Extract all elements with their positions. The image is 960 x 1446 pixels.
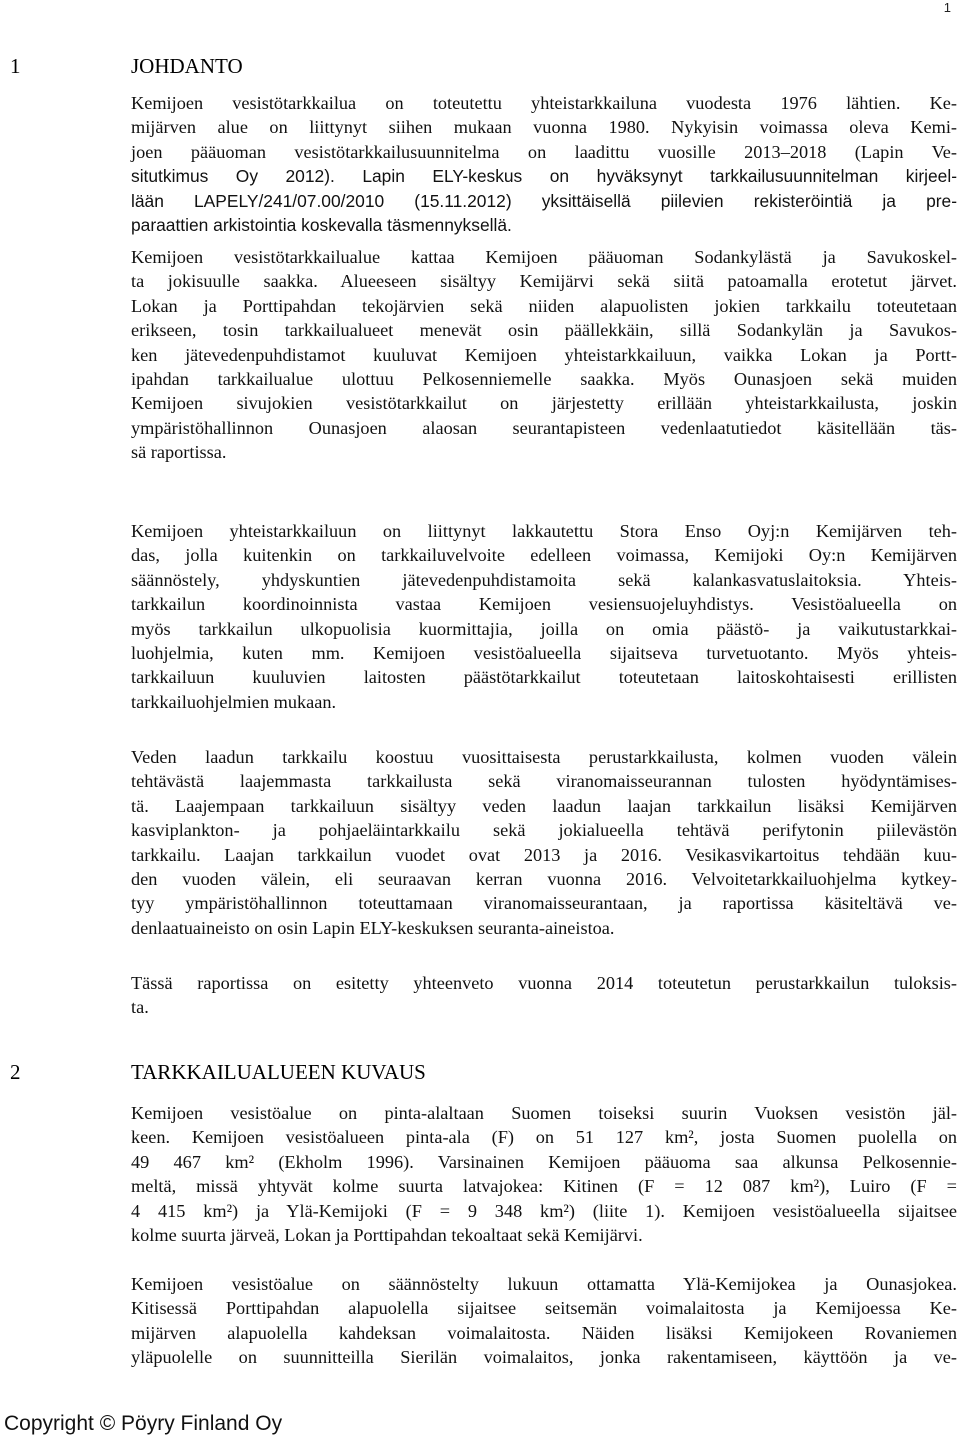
paragraph [131,1272,957,1370]
text-line: Veden laadun tarkkailu koostuu vuosittaisesta perustarkkailusta, kolmen vuoden välein [131,747,957,767]
text-line: keen. Kemijoen vesistöalueen pinta-ala (F) on 51 127 km², josta Suomen puolella on [131,1127,957,1148]
text-line: tarkkailuun kuuluvien laitosten päästötarkkailut toteutetaan laitoskohtaisesti erillisten [131,667,957,688]
paragraph [131,1101,957,1247]
text-line: 4 415 km²) ja Ylä-Kemijoki (F = 9 348 km²) (liite 1). Kemijoen vesistöalueella sijaitsee [131,1200,957,1221]
text-line: tarkkailuohjelmien mukaan. [131,691,337,712]
section-title: TARKKAILUALUEEN KUVAUS [131,1060,426,1084]
text-line: Kemijoen sivujokien vesistötarkkailut on järjestetty erillään yhteistarkkailusta, joskin [131,393,957,414]
paragraph [131,971,957,1020]
text-line: mijärven alapuolella kahdeksan voimalaitosta. Näiden lisäksi Kemijokeen Rovaniemen [131,1322,957,1343]
text-line: Kitisessä Porttipahdan alapuolella sijaitsee seitsemän voimalaitosta ja Kemijoessa Ke- [131,1298,957,1319]
text-line: tarkkailu. Laajan tarkkailun vuodet ovat 2013 ja 2016. Vesikasvikartoitus tehdään kuu- [131,844,957,865]
page-number: 1 [943,0,951,15]
text-line: mijärven alue on liittynyt siihen mukaan vuonna 1980. Nykyisin voimassa oleva Kemi- [131,117,957,138]
text-line: denlaatuaineisto on osin Lapin ELY-keskuksen seuranta-aineistoa. [131,917,615,938]
section-title: JOHDANTO [131,54,243,78]
paragraph [131,519,957,714]
text-line: sä raportissa. [131,442,227,463]
text-line: Kemijoen vesistöalue on pinta-alaltaan Suomen toiseksi suurin Vuoksen vesistön jäl- [131,1103,957,1123]
text-line: ta jokisuulle saakka. Alueeseen sisältyy Kemijärvi sekä siitä patoamalla erotetut järvet. [131,271,957,292]
text-line: paraattien arkistointia koskevalla täsmennyksellä. [131,214,512,235]
text-line: ken jätevedenpuhdistamot kuuluvat Kemijoen yhteistarkkailuun, vaikka Lokan ja Portt- [131,344,957,365]
text-line: lään LAPELY/241/07.00/2010 (15.11.2012) yksittäisellä piilevien rekisteröintiä ja pre- [131,190,957,211]
text-line: das, jolla kuitenkin on tarkkailuvelvoite edelleen voimassa, Kemijoki Oy:n Kemijärven [131,545,957,566]
text-line: tä. Laajempaan tarkkailuun sisältyy veden laadun laajan tarkkailun lisäksi Kemijärven [131,795,957,816]
text-line: yläpuolelle on suunnitteilla Sierilän voimalaitos, jonka rakentamiseen, käyttöön ja ve- [131,1347,957,1368]
text-line: 49 467 km² (Ekholm 1996). Varsinainen Kemijoen pääuoma saa alkunsa Pelkosennie- [131,1151,957,1172]
text-line: kolme suurta järveä, Lokan ja Porttipahdan tekoaltaat sekä Kemijärvi. [131,1224,643,1245]
text-line: tehtävästä laajemmasta tarkkailusta sekä viranomaisseurannan tulosten hyödyntämises- [131,771,957,792]
text-line: Kemijoen vesistötarkkailualue kattaa Kemijoen pääuoman Sodankylästä ja Savukoskel- [131,247,957,267]
text-line: den vuoden välein, eli seuraavan kerran vuonna 2016. Velvoitetarkkailuohjelma kytkey- [131,868,957,889]
text-line: ympäristöhallinnon Ounasjoen alaosan seurantapisteen vedenlaatutiedot käsitellään täs- [131,417,957,438]
text-line: erikseen, tosin tarkkailualueet menevät osin päällekkäin, sillä Sodankylän ja Savukos- [131,320,957,341]
text-line: Lokan ja Porttipahdan tekojärvien sekä niiden alapuolisten jokien tarkkailu toteutetaan [131,295,957,316]
text-line: tyy ympäristöhallinnon toteuttamaan viranomaisseurantaan, ja raportissa käsiteltävä ve- [131,893,957,914]
text-line: tarkkailun koordinoinnista vastaa Kemijoen vesiensuojeluyhdistys. Vesistöalueella on [131,594,957,615]
text-line: situtkimus Oy 2012). Lapin ELY-keskus on hyväksynyt tarkkailusuunnitelman kirjeel- [131,166,957,187]
text-line: Tässä raportissa on esitetty yhteenveto vuonna 2014 toteutetun perustarkkailun tuloksis- [131,973,957,993]
text-line: Kemijoen vesistötarkkailua on toteutettu yhteistarkkailuna vuodesta 1976 lähtien. Ke- [131,93,957,113]
paragraph [131,91,957,237]
section-number: 1 [10,54,21,78]
section-number: 2 [10,1060,21,1084]
text-line: luohjelmia, kuten mm. Kemijoen vesistöalueella sijaitseva turvetuotanto. Myös yhteis- [131,642,957,663]
text-line: meltä, missä yhtyvät kolme suurta latvajokea: Kitinen (F = 12 087 km²), Luiro (F = [131,1176,957,1197]
text-line: ta. [131,997,149,1018]
paragraph [131,745,957,940]
text-line: säännöstely, yhdyskuntien jätevedenpuhdistamoita sekä kalankasvatuslaitoksia. Yhteis- [131,569,957,590]
text-line: kasviplankton- ja pohjaeläintarkkailu sekä jokialueella tehtävä perifytonin piilevästön [131,820,957,841]
paragraph [131,245,957,465]
text-line: ipahdan tarkkailualue ulottuu Pelkosenniemelle saakka. Myös Ounasjoen sekä muiden [131,368,957,389]
text-line: Kemijoen yhteistarkkailuun on liittynyt lakkautettu Stora Enso Oyj:n Kemijärven teh- [131,521,957,541]
text-line: joen pääuoman vesistötarkkailusuunnitelma on laadittu vuosille 2013–2018 (Lapin Ve- [131,141,957,162]
text-line: myös tarkkailun ulkopuolisia kuormittajia, joilla on omia päästö- ja vaikutustarkkai- [131,618,957,639]
footer-copyright: Copyright © Pöyry Finland Oy [4,1412,283,1435]
text-line: Kemijoen vesistöalue on säännöstelty lukuun ottamatta Ylä-Kemijokea ja Ounasjokea. [131,1274,957,1294]
